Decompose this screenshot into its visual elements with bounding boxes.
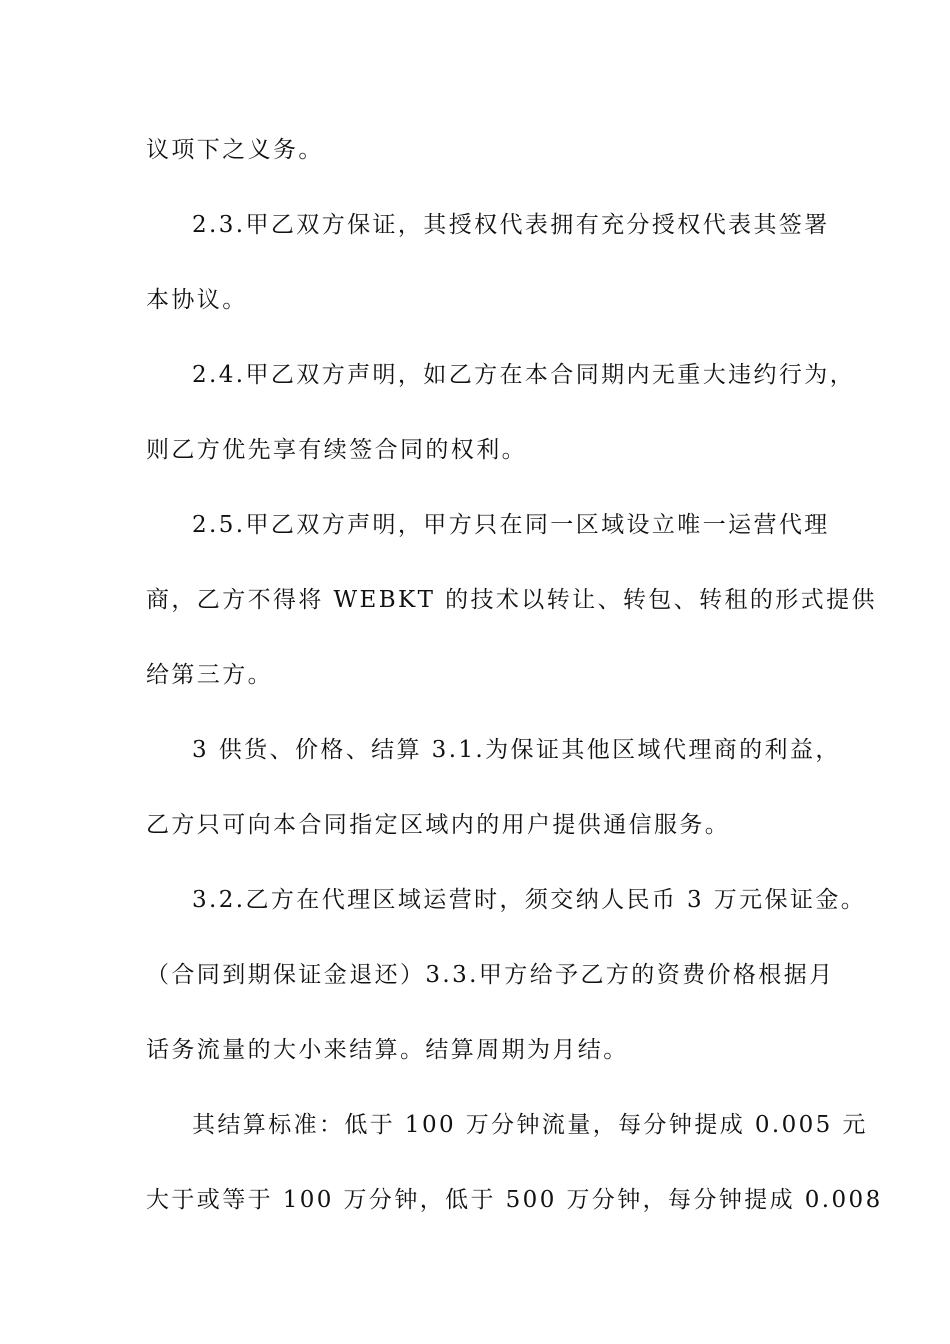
text-line-15: 大于或等于 100 万分钟，低于 500 万分钟，每分钟提成 0.008 [146,1187,883,1213]
text-line-10: 乙方只可向本合同指定区域内的用户提供通信服务。 [146,812,731,838]
text-line-5: 则乙方优先享有续签合同的权利。 [146,437,527,463]
text-line-14: 其结算标准：低于 100 万分钟流量，每分钟提成 0.005 元 [192,1112,868,1138]
text-line-9: 3 供货、价格、结算 3.1.为保证其他区域代理商的利益， [192,737,841,763]
text-line-8: 给第三方。 [146,662,273,688]
text-line-1: 议项下之义务。 [146,137,324,163]
text-line-13: 话务流量的大小来结算。结算周期为月结。 [146,1037,629,1063]
text-line-4: 2.4.甲乙双方声明，如乙方在本合同期内无重大违约行为， [192,362,856,388]
text-line-3: 本协议。 [146,287,248,313]
text-line-7: 商，乙方不得将 WEBKT 的技术以转让、转包、转租的形式提供 [146,587,877,613]
text-line-11: 3.2.乙方在代理区域运营时，须交纳人民币 3 万元保证金。 [192,887,867,913]
text-line-12: （合同到期保证金退还）3.3.甲方给予乙方的资费价格根据月 [146,962,835,988]
text-line-2: 2.3.甲乙双方保证，其授权代表拥有充分授权代表其签署 [192,212,830,238]
text-line-6: 2.5.甲乙双方声明，甲方只在同一区域设立唯一运营代理 [192,512,830,538]
